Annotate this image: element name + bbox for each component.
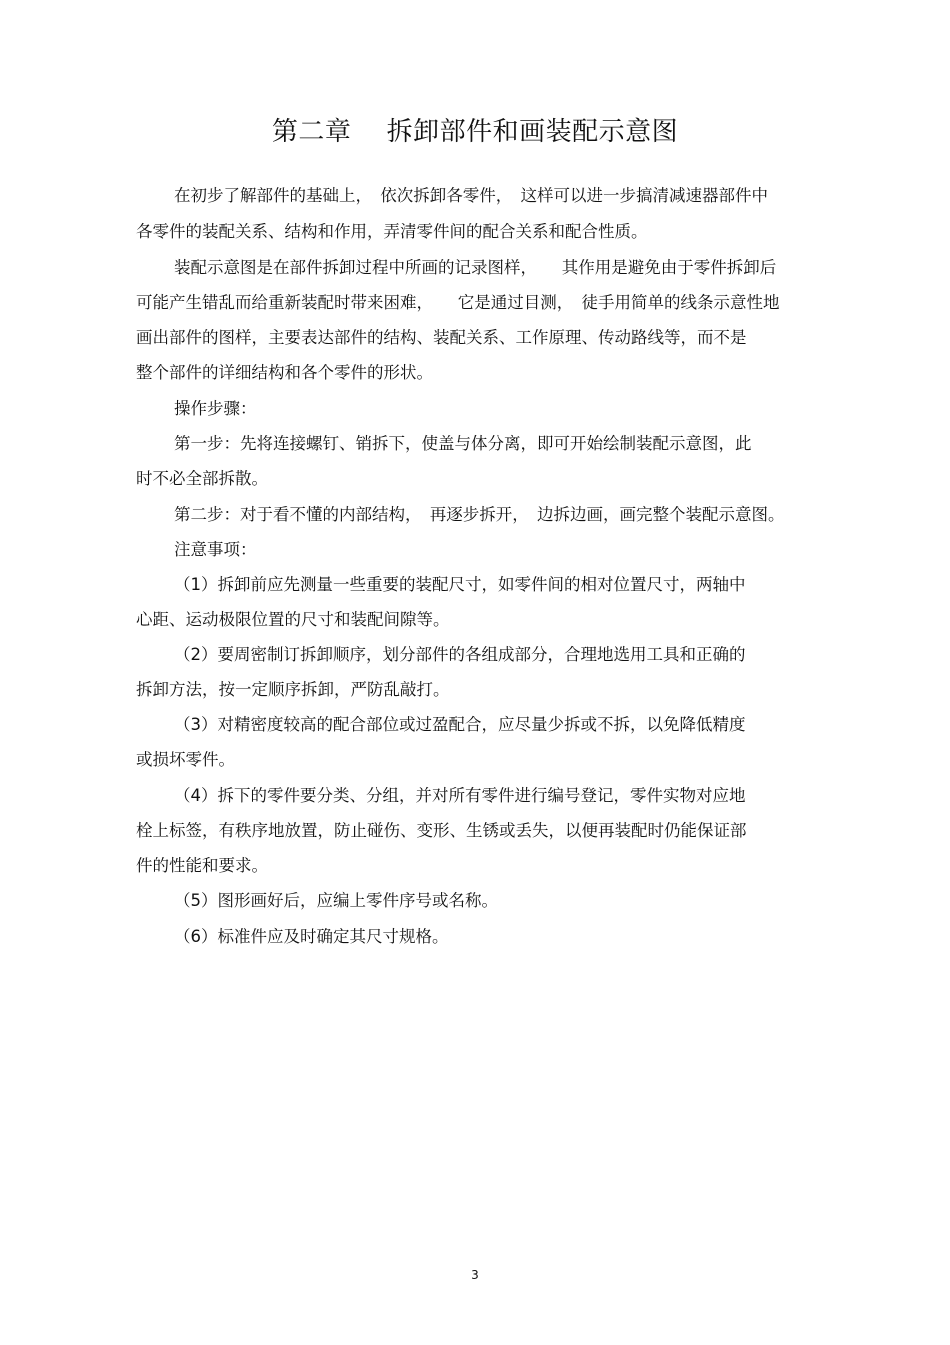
note-line: （4）拆下的零件要分类、分组，并对所有零件进行编号登记，零件实物对应地 <box>174 786 746 805</box>
section-heading: 注意事项： <box>174 540 257 559</box>
paragraph-line: 在初步了解部件的基础上， 依次拆卸各零件， 这样可以进一步搞清减速器部件中 <box>174 186 768 205</box>
step-line: 时不必全部拆散。 <box>136 469 268 488</box>
chapter-title: 第二章 拆卸部件和画装配示意图 <box>271 117 679 147</box>
note-line: （5）图形画好后，应编上零件序号或名称。 <box>174 891 498 910</box>
page-number: 3 <box>471 1268 479 1282</box>
note-line: （2）要周密制订拆卸顺序，划分部件的各组成部分，合理地选用工具和正确的 <box>174 645 746 664</box>
paragraph-line: 装配示意图是在部件拆卸过程中所画的记录图样， 其作用是避免由于零件拆卸后 <box>174 258 777 277</box>
note-line: 心距、运动极限位置的尺寸和装配间隙等。 <box>136 610 450 629</box>
paragraph-line: 各零件的装配关系、结构和作用，弄清零件间的配合关系和配合性质。 <box>136 222 648 241</box>
note-line: （1）拆卸前应先测量一些重要的装配尺寸，如零件间的相对位置尺寸，两轴中 <box>174 575 746 594</box>
note-line: 或损坏零件。 <box>136 750 235 769</box>
paragraph-line: 可能产生错乱而给重新装配时带来困难， 它是通过目测， 徒手用简单的线条示意性地 <box>136 293 780 312</box>
step-line: 第一步：先将连接螺钉、销拆下，使盖与体分离，即可开始绘制装配示意图，此 <box>174 434 752 453</box>
note-line: 件的性能和要求。 <box>136 856 268 875</box>
step-line: 第二步：对于看不懂的内部结构， 再逐步拆开， 边拆边画，画完整个装配示意图。 <box>174 505 785 524</box>
note-line: 拆卸方法，按一定顺序拆卸，严防乱敲打。 <box>136 680 450 699</box>
note-line: （6）标准件应及时确定其尺寸规格。 <box>174 927 449 946</box>
section-heading: 操作步骤： <box>174 399 257 418</box>
paragraph-line: 画出部件的图样，主要表达部件的结构、装配关系、工作原理、传动路线等，而不是 <box>136 328 747 347</box>
paragraph-line: 整个部件的详细结构和各个零件的形状。 <box>136 363 433 382</box>
note-line: 栓上标签，有秩序地放置，防止碰伤、变形、生锈或丢失，以便再装配时仍能保证部 <box>136 821 747 840</box>
note-line: （3）对精密度较高的配合部位或过盈配合，应尽量少拆或不拆，以免降低精度 <box>174 715 746 734</box>
